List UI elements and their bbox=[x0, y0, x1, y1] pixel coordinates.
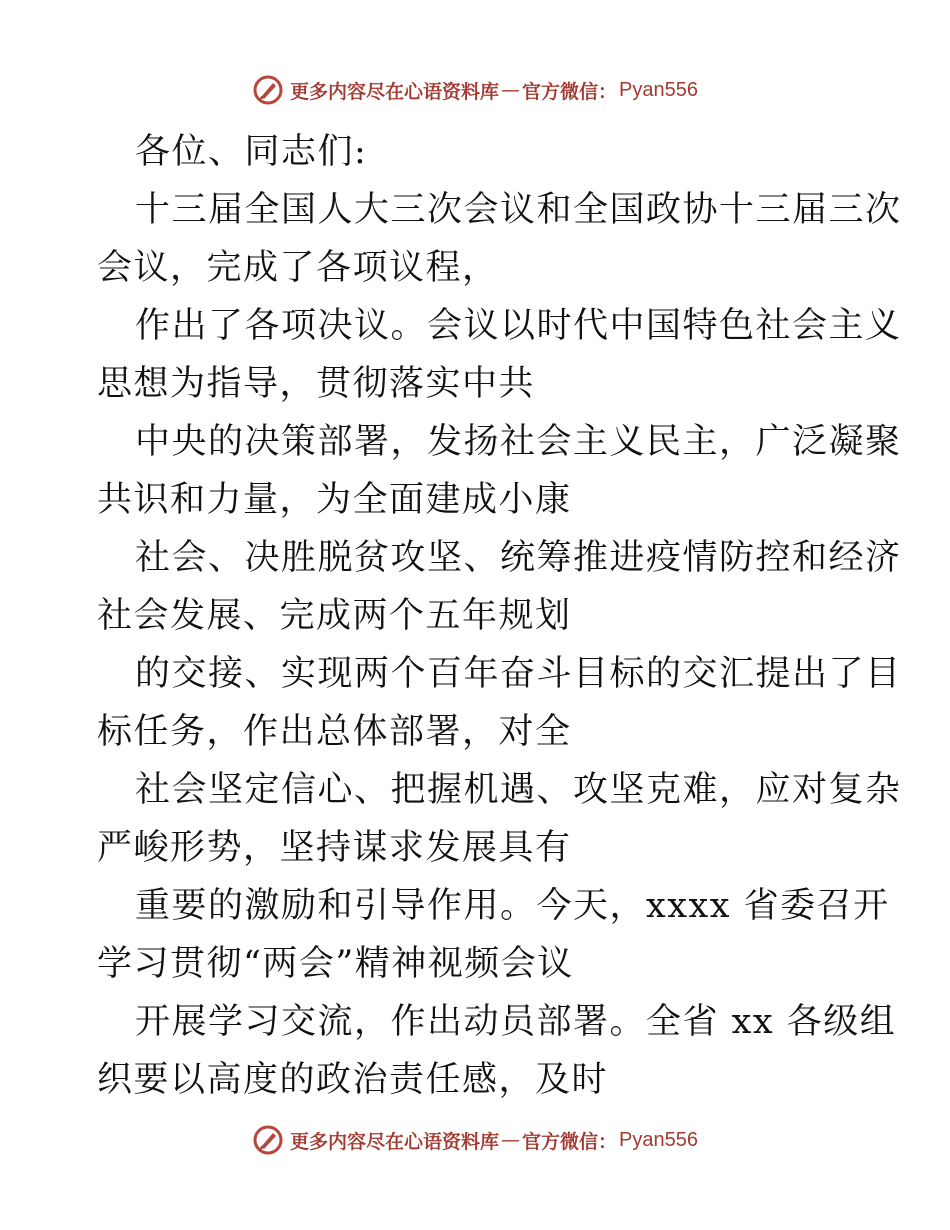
text-line: 社会、决胜脱贫攻坚、统筹推进疫情防控和经济 bbox=[135, 538, 902, 578]
watermark-text: 更多内容尽在心语资料库 bbox=[290, 1130, 500, 1153]
watermark-separator: — bbox=[501, 79, 521, 101]
text-line: 社会坚定信心、把握机遇、攻坚克难，应对复杂 bbox=[135, 770, 902, 810]
text-line: 会议，完成了各项议程， bbox=[97, 248, 499, 288]
watermark-wechat-label: 官方微信： bbox=[522, 1130, 618, 1153]
document-body bbox=[97, 123, 902, 1109]
text-line: 社会发展、完成两个五年规划 bbox=[97, 596, 572, 636]
text-line: 严峻形势，坚持谋求发展具有 bbox=[97, 828, 572, 868]
pen-logo-icon bbox=[252, 74, 284, 106]
text-line: 作出了各项决议。会议以时代中国特色社会主义 bbox=[135, 306, 902, 346]
text-line: 开展学习交流，作出动员部署。全省 xx 各级组 bbox=[135, 1002, 897, 1042]
watermark-text: 更多内容尽在心语资料库 bbox=[290, 80, 500, 103]
footer-watermark bbox=[0, 1120, 950, 1160]
text-line: 学习贯彻“两会”精神视频会议 bbox=[97, 944, 574, 984]
watermark-wechat-label: 官方微信： bbox=[522, 80, 618, 103]
text-line: 的交接、实现两个百年奋斗目标的交汇提出了目 bbox=[135, 654, 902, 694]
text-line: 织要以高度的政治责任感，及时 bbox=[97, 1060, 609, 1100]
text-line: 各位、同志们: bbox=[135, 132, 368, 172]
text-line: 共识和力量，为全面建成小康 bbox=[97, 480, 572, 520]
watermark-wechat-id: Pyan556 bbox=[619, 78, 698, 101]
text-line: 重要的激励和引导作用。今天，xxxx 省委召开 bbox=[135, 886, 890, 926]
pen-logo-icon bbox=[252, 1124, 284, 1156]
header-watermark bbox=[0, 70, 950, 110]
text-line: 思想为指导，贯彻落实中共 bbox=[97, 364, 536, 404]
text-line: 中央的决策部署，发扬社会主义民主，广泛凝聚 bbox=[135, 422, 902, 462]
watermark-separator: — bbox=[501, 1129, 521, 1151]
text-line: 十三届全国人大三次会议和全国政协十三届三次 bbox=[135, 190, 902, 230]
watermark-wechat-id: Pyan556 bbox=[619, 1128, 698, 1151]
text-line: 标任务，作出总体部署，对全 bbox=[97, 712, 572, 752]
